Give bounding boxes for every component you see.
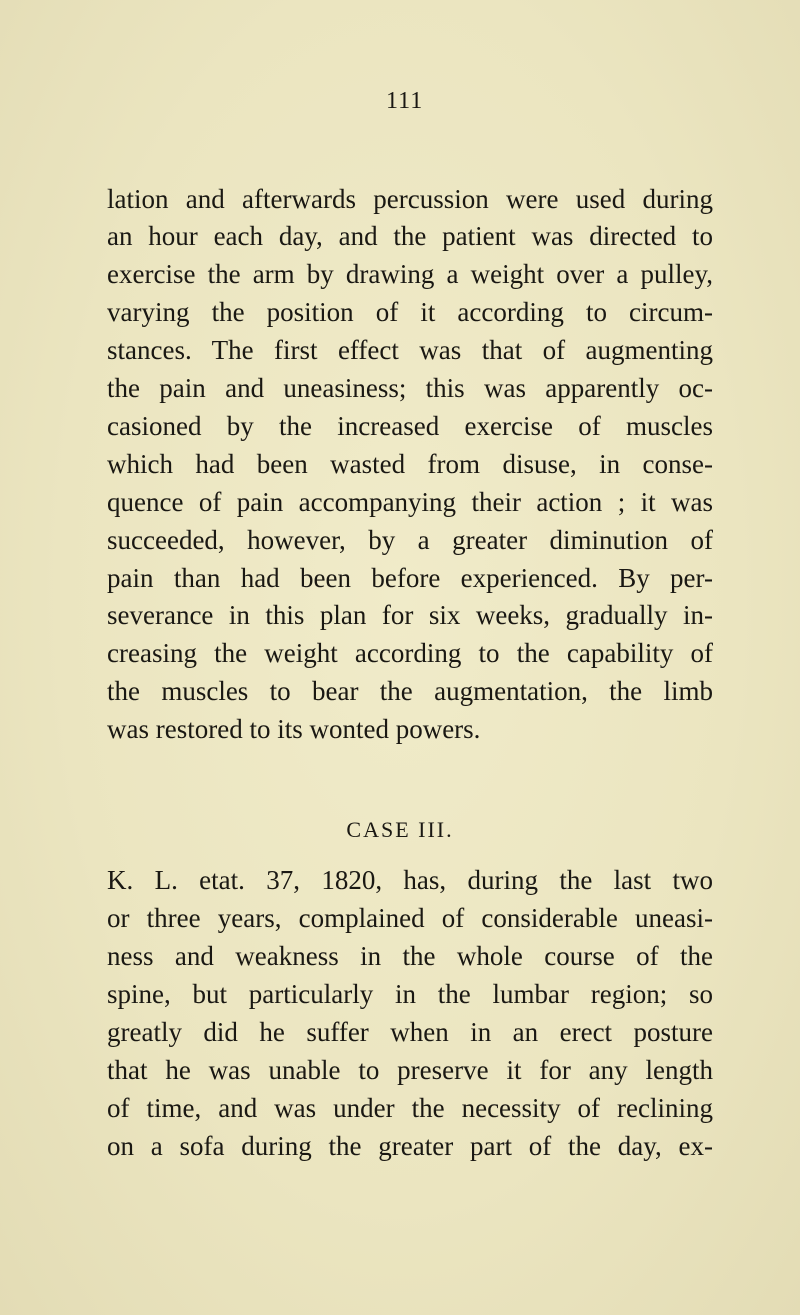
page-number: 111 [386, 88, 424, 114]
text-line: the muscles to bear the augmentation, the limb [107, 676, 713, 706]
text-line: casioned by the increased exercise of muscles [107, 411, 713, 441]
text-line: which had been wasted from disuse, in conse- [107, 449, 713, 479]
text-line: the pain and uneasiness; this was apparently oc- [107, 373, 713, 403]
text-line: spine, but particularly in the lumbar region; so [107, 979, 713, 1009]
text-line: on a sofa during the greater part of the day, ex- [107, 1131, 713, 1161]
text-line: K. L. etat. 37, 1820, has, during the last two [107, 865, 713, 895]
text-line: of time, and was under the necessity of reclining [107, 1093, 713, 1123]
text-line: that he was unable to preserve it for any length [107, 1055, 713, 1085]
text-line: an hour each day, and the patient was directed to [107, 221, 713, 251]
text-line: severance in this plan for six weeks, gradually in- [107, 600, 713, 630]
text-line: succeeded, however, by a greater diminution of [107, 525, 713, 555]
text-line: ness and weakness in the whole course of the [107, 941, 713, 971]
text-line: pain than had been before experienced. By per- [107, 563, 713, 593]
text-line: lation and afterwards percussion were used during [107, 184, 713, 214]
text-line: exercise the arm by drawing a weight over a pulley, [107, 259, 713, 289]
case-heading: CASE III. [346, 817, 454, 842]
text-line: stances. The first effect was that of augmenting [107, 335, 713, 365]
text-line: or three years, complained of considerable uneasi- [107, 903, 713, 933]
text-line: creasing the weight according to the capability of [107, 638, 713, 668]
text-line: greatly did he suffer when in an erect posture [107, 1017, 713, 1047]
text-line: was restored to its wonted powers. [107, 714, 481, 744]
text-line: varying the position of it according to circum- [107, 297, 713, 327]
text-line: quence of pain accompanying their action ; it was [107, 487, 713, 517]
